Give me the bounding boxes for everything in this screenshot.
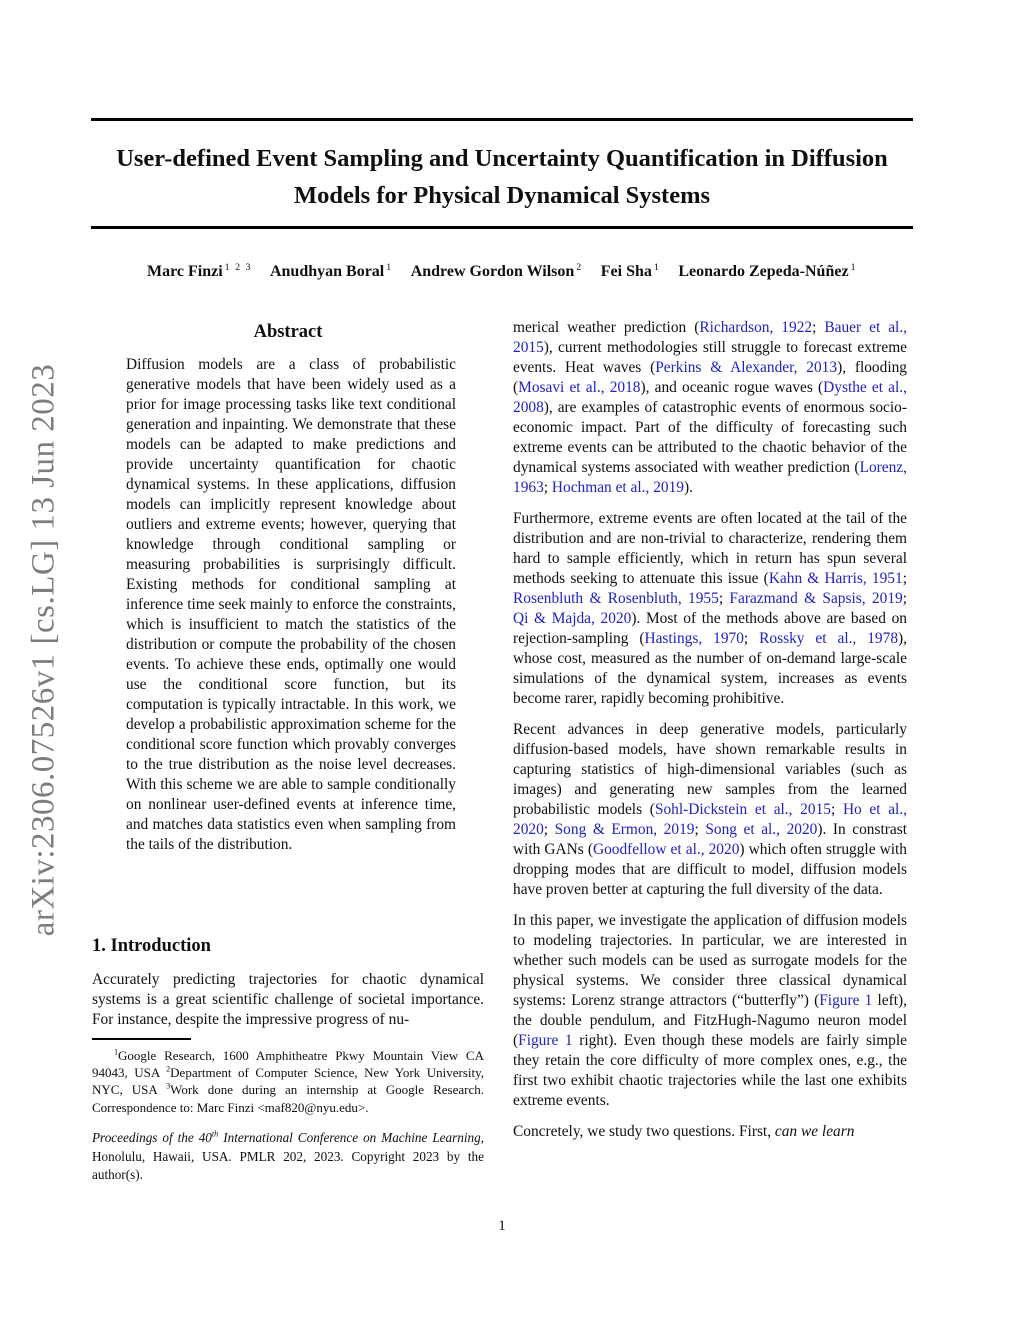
author: [270, 263, 393, 280]
author-affiliation-superscript: 1: [850, 261, 858, 273]
citation-link[interactable]: Rossky et al., 1978: [759, 630, 899, 647]
paragraph-this-paper: In this paper, we investigate the application of diffusion models to modeling trajectories. In particular, we are interested in whether such models can be used as surrogate models for the physical systems. We consider three classical dynamical systems: Lorenz strange attractors (“butterfly”) (Figure 1 left), the double pendulum, and FitzHugh-Nagumo neuron model (Figure 1 right). Even though these models are fairly simple they retain the core difficulty of more complex ones, e.g., the first two exhibit chaotic trajectories while the last one exhibits extreme events.: [513, 912, 907, 1109]
citation-link[interactable]: Perkins & Alexander, 2013: [655, 359, 838, 376]
citation-link[interactable]: Figure 1: [518, 1032, 573, 1049]
citation-link[interactable]: Goodfellow et al., 2020: [592, 841, 740, 858]
citation-link[interactable]: Song et al., 2020: [705, 821, 818, 838]
citation-link[interactable]: Bauer et al., 2015: [513, 319, 908, 356]
author: [411, 263, 583, 280]
top-rule: [91, 118, 913, 121]
citation-link[interactable]: Farazmand & Sapsis, 2019: [729, 590, 903, 607]
citation-link[interactable]: Hochman et al., 2019: [551, 479, 684, 496]
left-column: [92, 322, 484, 855]
author-name: Anudhyan Boral: [269, 263, 385, 280]
author-line: [92, 263, 912, 281]
citation-link[interactable]: Sohl-Dickstein et al., 2015: [654, 801, 831, 818]
footnote-rule: [92, 1038, 191, 1040]
citation-link[interactable]: Richardson, 1922: [699, 319, 813, 336]
page-number: 1: [498, 1218, 506, 1234]
title-rule: [91, 226, 913, 229]
citation-link[interactable]: Ho et al., 2020: [513, 801, 908, 838]
paper-title-line1: User-defined Event Sampling and Uncertainty Quantification in Diffusion: [116, 145, 888, 172]
proceedings-note: Proceedings of the 40th International Conference on Machine Learning, Honolulu, Hawaii, USA. PMLR 202, 2023. Copyright 2023 by the author(s).: [92, 1129, 484, 1183]
citation-link[interactable]: Figure 1: [819, 992, 873, 1009]
author-name: Marc Finzi: [146, 263, 223, 280]
author: [601, 263, 661, 280]
author: [147, 263, 252, 280]
author: [678, 263, 857, 280]
author-affiliation-superscript: 1: [653, 261, 661, 273]
citation-link[interactable]: Rosenbluth & Rosenbluth, 1955: [513, 590, 719, 607]
arxiv-watermark: arXiv:2306.07526v1 [cs.LG] 13 Jun 2023: [25, 363, 62, 937]
footnote-block: [92, 1038, 484, 1185]
abstract-heading: Abstract: [253, 322, 323, 342]
paragraph-extreme-events: Furthermore, extreme events are often located at the tail of the distribution and are non-trivial to characterize, rendering them hard to sample efficiently, which in return has spun several methods seeking to attenuate this issue (Kahn & Harris, 1951; Rosenbluth & Rosenbluth, 1955; Farazmand & Sapsis, 2019; Qi & Majda, 2020). Most of the methods above are based on rejection-sampling (Hastings, 1970; Rossky et al., 1978), whose cost, measured as the number of on-demand large-scale simulations of the dynamical system, increases as events become rarer, rapidly becoming prohibitive.: [513, 510, 907, 707]
citation-link[interactable]: Kahn & Harris, 1951: [768, 570, 903, 587]
right-column: [513, 318, 907, 1142]
author-name: Andrew Gordon Wilson: [410, 263, 575, 280]
introduction-section: [92, 936, 484, 1030]
citation-link[interactable]: Mosavi et al., 2018: [518, 379, 641, 396]
author-affiliation-superscript: 1: [386, 261, 393, 273]
author-affiliation-superscript: 2: [576, 261, 583, 273]
paragraph-two-questions: Concretely, we study two questions. First, can we learn: [513, 1123, 855, 1140]
paragraph-generative-models: Recent advances in deep generative models, particularly diffusion-based models, have shown remarkable results in capturing statistics of high-dimensional variables (such as images) and generating new samples from the learned probabilistic models (Sohl-Dickstein et al., 2015; Ho et al., 2020; Song & Ermon, 2019; Song et al., 2020). In constrast with GANs (Goodfellow et al., 2020) which often struggle with dropping modes that are difficult to model, diffusion models have proven better at capturing the full diversity of the data.: [513, 721, 908, 898]
citation-link[interactable]: Lorenz, 1963: [513, 459, 907, 496]
introduction-paragraph: Accurately predicting trajectories for chaotic dynamical systems is a great scientific challenge of societal importance. For instance, despite the impressive progress of nu-: [92, 971, 484, 1028]
introduction-heading: 1. Introduction: [92, 936, 211, 956]
citation-link[interactable]: Hastings, 1970: [644, 630, 744, 647]
citation-link[interactable]: Song & Ermon, 2019: [554, 821, 695, 838]
author-name: Fei Sha: [600, 263, 652, 280]
author-affiliation-superscript: 1 2 3: [224, 261, 252, 273]
paper-title: [92, 140, 912, 214]
affiliation-footnote: $^1$Google Research, 1600 Amphitheatre Pkwy Mountain View CA 94043, USA $^2$Department of Computer Science, New York University, NYC, USA $^3$Work done during an internship at Google Research. Correspondence to: Marc Finzi <maf820@nyu.edu>.: [92, 1047, 485, 1115]
citation-link[interactable]: Qi & Majda, 2020: [513, 610, 632, 627]
author-name: Leonardo Zepeda-Núñez: [678, 263, 849, 280]
paper-title-line2: Models for Physical Dynamical Systems: [293, 182, 711, 209]
paragraph-numerical-weather: merical weather prediction (Richardson, 1922; Bauer et al., 2015), current methodologies still struggle to forecast extreme events. Heat waves (Perkins & Alexander, 2013), flooding (Mosavi et al., 2018), and oceanic rogue waves (Dysthe et al., 2008), are examples of catastrophic events of enormous socio-economic impact. Part of the difficulty of forecasting such extreme events can be attributed to the chaotic behavior of the dynamical systems associated with weather prediction (Lorenz, 1963; Hochman et al., 2019).: [513, 319, 908, 496]
citation-link[interactable]: Dysthe et al., 2008: [513, 379, 907, 416]
abstract-body: Diffusion models are a class of probabilistic generative models that have been widely used as a prior for image processing tasks like text conditional generation and inpainting. We demonstrate that these models can be adapted to make predictions and provide uncertainty quantification for chaotic dynamical systems. In these applications, diffusion models can implicitly represent knowledge about outliers and extreme events; however, querying that knowledge through conditional sampling or measuring probabilities is surprisingly difficult. Existing methods for conditional sampling at inference time seek mainly to enforce the constraints, which is insufficient to match the statistics of the distribution or compute the probability of the chosen events. To achieve these ends, optimally one would use the conditional score function, but its computation is typically intractable. In this work, we develop a probabilistic approximation scheme for the conditional score function which provably converges to the true distribution as the noise level decreases. With this scheme we are able to sample conditionally on nonlinear user-defined events at inference time, and matches data statistics even when sampling from the tails of the distribution.: [126, 356, 456, 853]
